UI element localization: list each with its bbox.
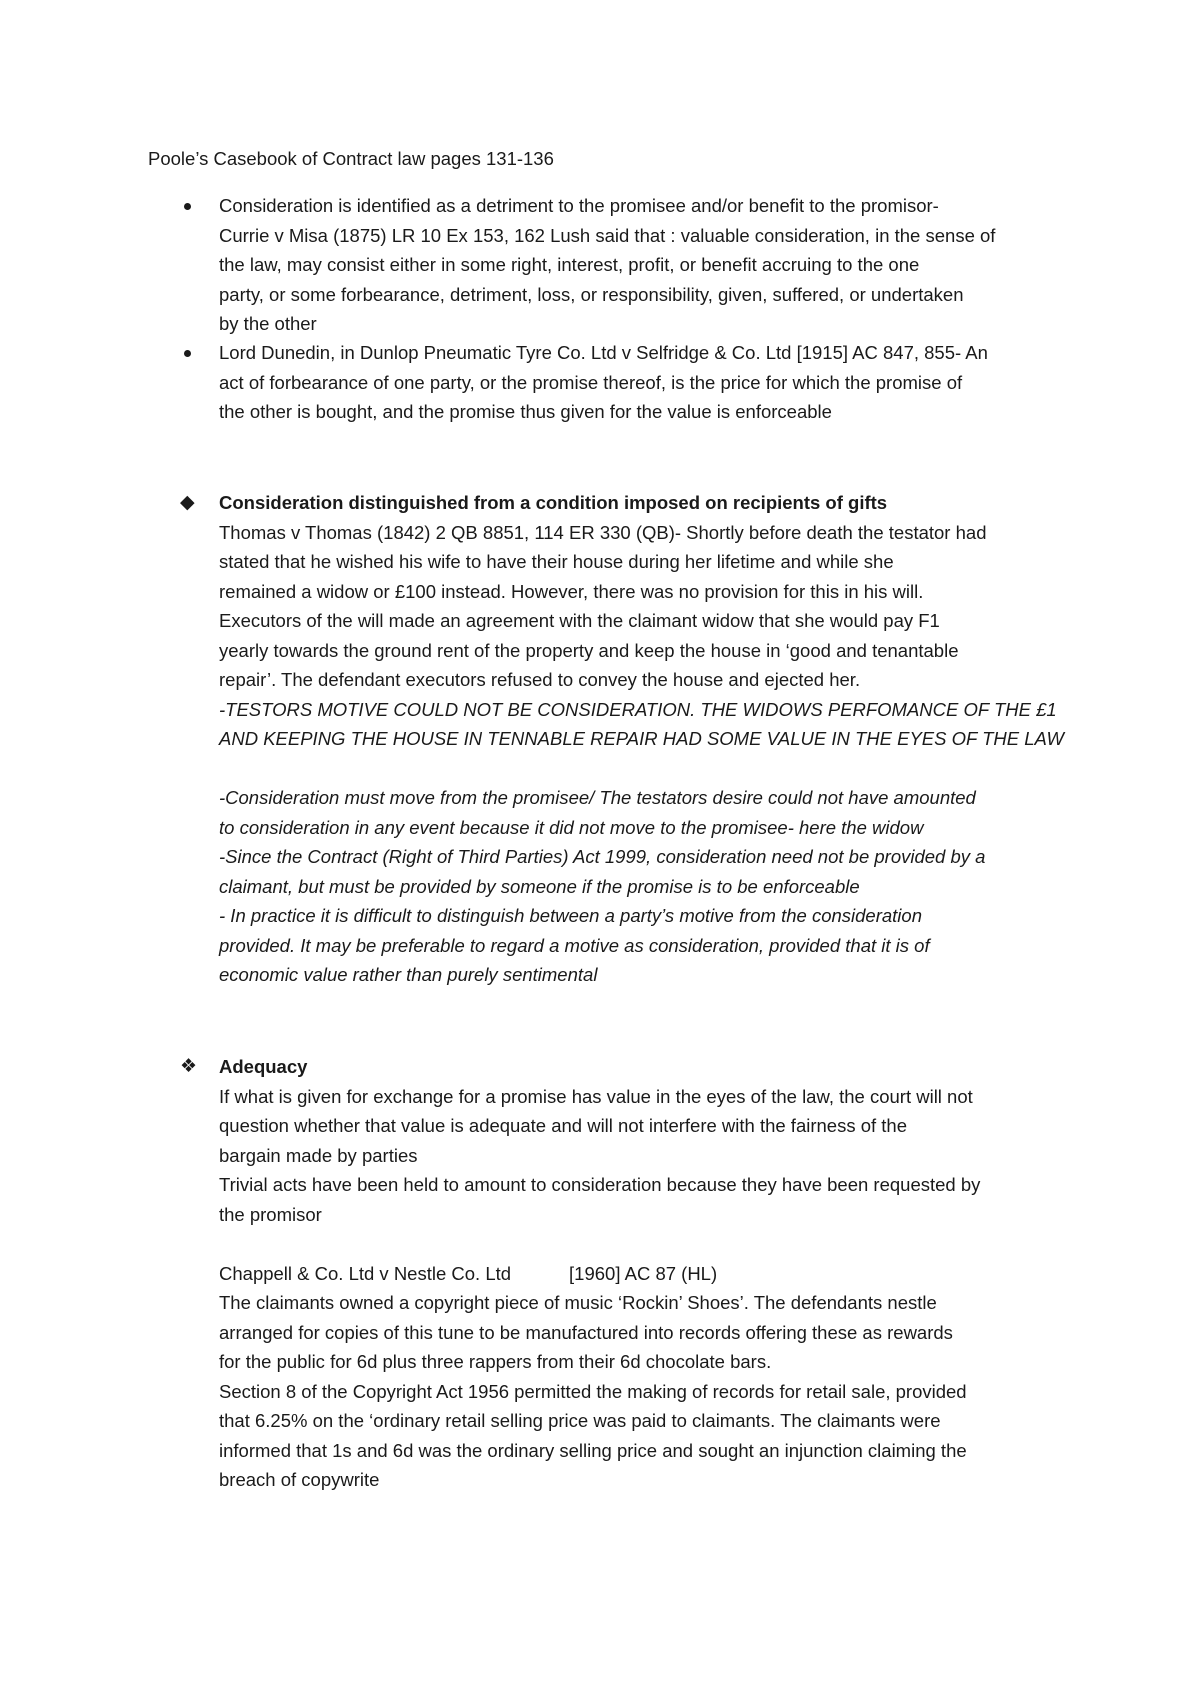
paragraph-line: repair’. The defendant executors refused to convey the house and ejected her.	[219, 669, 861, 690]
italic-line: claimant, but must be provided by someone if the promise is to be enforceable	[219, 875, 860, 897]
bullet-line: act of forbearance of one party, or the promise thereof, is the price for which the promise of	[219, 371, 963, 393]
paragraph-line: remained a widow or £100 instead. However, there was no provision for this in his will.	[219, 580, 924, 602]
bullet-icon	[184, 203, 191, 210]
italic-line: to consideration in any event because it did not move to the promisee- here the widow	[219, 816, 924, 838]
paragraph-line: the promisor	[219, 1203, 322, 1225]
bullet-line: Consideration is identified as a detriment to the promisee and/or benefit to the promisor-	[219, 195, 939, 216]
italic-line: -Consideration must move from the promisee/ The testators desire could not have amounted	[219, 787, 976, 808]
bullet-icon	[184, 350, 191, 357]
paragraph-line: breach of copywrite	[219, 1469, 380, 1490]
paragraph-line: question whether that value is adequate and will not interfere with the fairness of the	[219, 1115, 908, 1136]
paragraph-line: bargain made by parties	[219, 1144, 418, 1166]
paragraph-line: informed that 1s and 6d was the ordinary selling price and sought an injunction claiming the	[219, 1439, 967, 1461]
italic-line: AND KEEPING THE HOUSE IN TENNABLE REPAIR HAD SOME VALUE IN THE EYES OF THE LAW	[219, 728, 1065, 749]
italic-line: -Since the Contract (Right of Third Parties) Act 1999, consideration need not be provided by a	[219, 846, 986, 867]
four-point-star-bullet-icon: ❖	[180, 1056, 198, 1077]
paragraph-line: Executors of the will made an agreement with the claimant widow that she would pay F1	[219, 610, 940, 631]
case-heading	[219, 1259, 1089, 1289]
paragraph-line: arranged for copies of this tune to be manufactured into records offering these as rewards	[219, 1321, 953, 1343]
bullet-line: the law, may consist either in some right, interest, profit, or benefit accruing to the one	[219, 254, 920, 275]
paragraph-line: Thomas v Thomas (1842) 2 QB 8851, 114 ER 330 (QB)- Shortly before death the testator had	[219, 521, 987, 543]
bullet-1	[219, 191, 1089, 339]
diamond-bullet-icon: ◆	[180, 492, 195, 513]
case-citation: [1960] AC 87 (HL)	[569, 1262, 718, 1284]
section-heading: Consideration distinguished from a condition imposed on recipients of gifts	[219, 492, 888, 513]
section-consideration-gifts	[219, 488, 1089, 990]
case-name: Chappell & Co. Ltd v Nestle Co. Ltd	[219, 1262, 512, 1284]
page-title: Poole’s Casebook of Contract law pages 131-136	[148, 148, 554, 169]
paragraph-line: that 6.25% on the ‘ordinary retail selling price was paid to claimants. The claimants were	[219, 1410, 941, 1431]
paragraph-line: If what is given for exchange for a promise has value in the eyes of the law, the court will not	[219, 1085, 973, 1107]
paragraph-line: stated that he wished his wife to have their house during her lifetime and while she	[219, 551, 894, 572]
paragraph-line: yearly towards the ground rent of the property and keep the house in ‘good and tenantable	[219, 639, 959, 661]
bullet-line: Currie v Misa (1875) LR 10 Ex 153, 162 Lush said that : valuable consideration, in the sense of	[219, 224, 996, 246]
italic-line: provided. It may be preferable to regard a motive as consideration, provided that it is of	[219, 934, 930, 956]
bullet-line: the other is bought, and the promise thus given for the value is enforceable	[219, 401, 832, 422]
bullet-line: Lord Dunedin, in Dunlop Pneumatic Tyre Co. Ltd v Selfridge & Co. Ltd [1915] AC 847, 855- An	[219, 342, 988, 363]
italic-line: economic value rather than purely sentimental	[219, 964, 598, 985]
paragraph-line: The claimants owned a copyright piece of music ‘Rockin’ Shoes’. The defendants nestle	[219, 1292, 937, 1313]
section-heading: Adequacy	[219, 1056, 308, 1077]
paragraph-line: for the public for 6d plus three rappers from their 6d chocolate bars.	[219, 1351, 772, 1372]
italic-line: - In practice it is difficult to distinguish between a party’s motive from the consideration	[219, 905, 922, 926]
paragraph-line: Trivial acts have been held to amount to consideration because they have been requested by	[219, 1174, 981, 1195]
italic-line: -TESTORS MOTIVE COULD NOT BE CONSIDERATION. THE WIDOWS PERFOMANCE OF THE £1	[219, 698, 1057, 720]
section-adequacy	[219, 1052, 1089, 1495]
bullet-line: by the other	[219, 313, 317, 334]
bullet-line: party, or some forbearance, detriment, loss, or responsibility, given, suffered, or undertaken	[219, 283, 964, 305]
paragraph-line: Section 8 of the Copyright Act 1956 permitted the making of records for retail sale, provided	[219, 1380, 967, 1402]
bullet-2	[219, 338, 1089, 427]
